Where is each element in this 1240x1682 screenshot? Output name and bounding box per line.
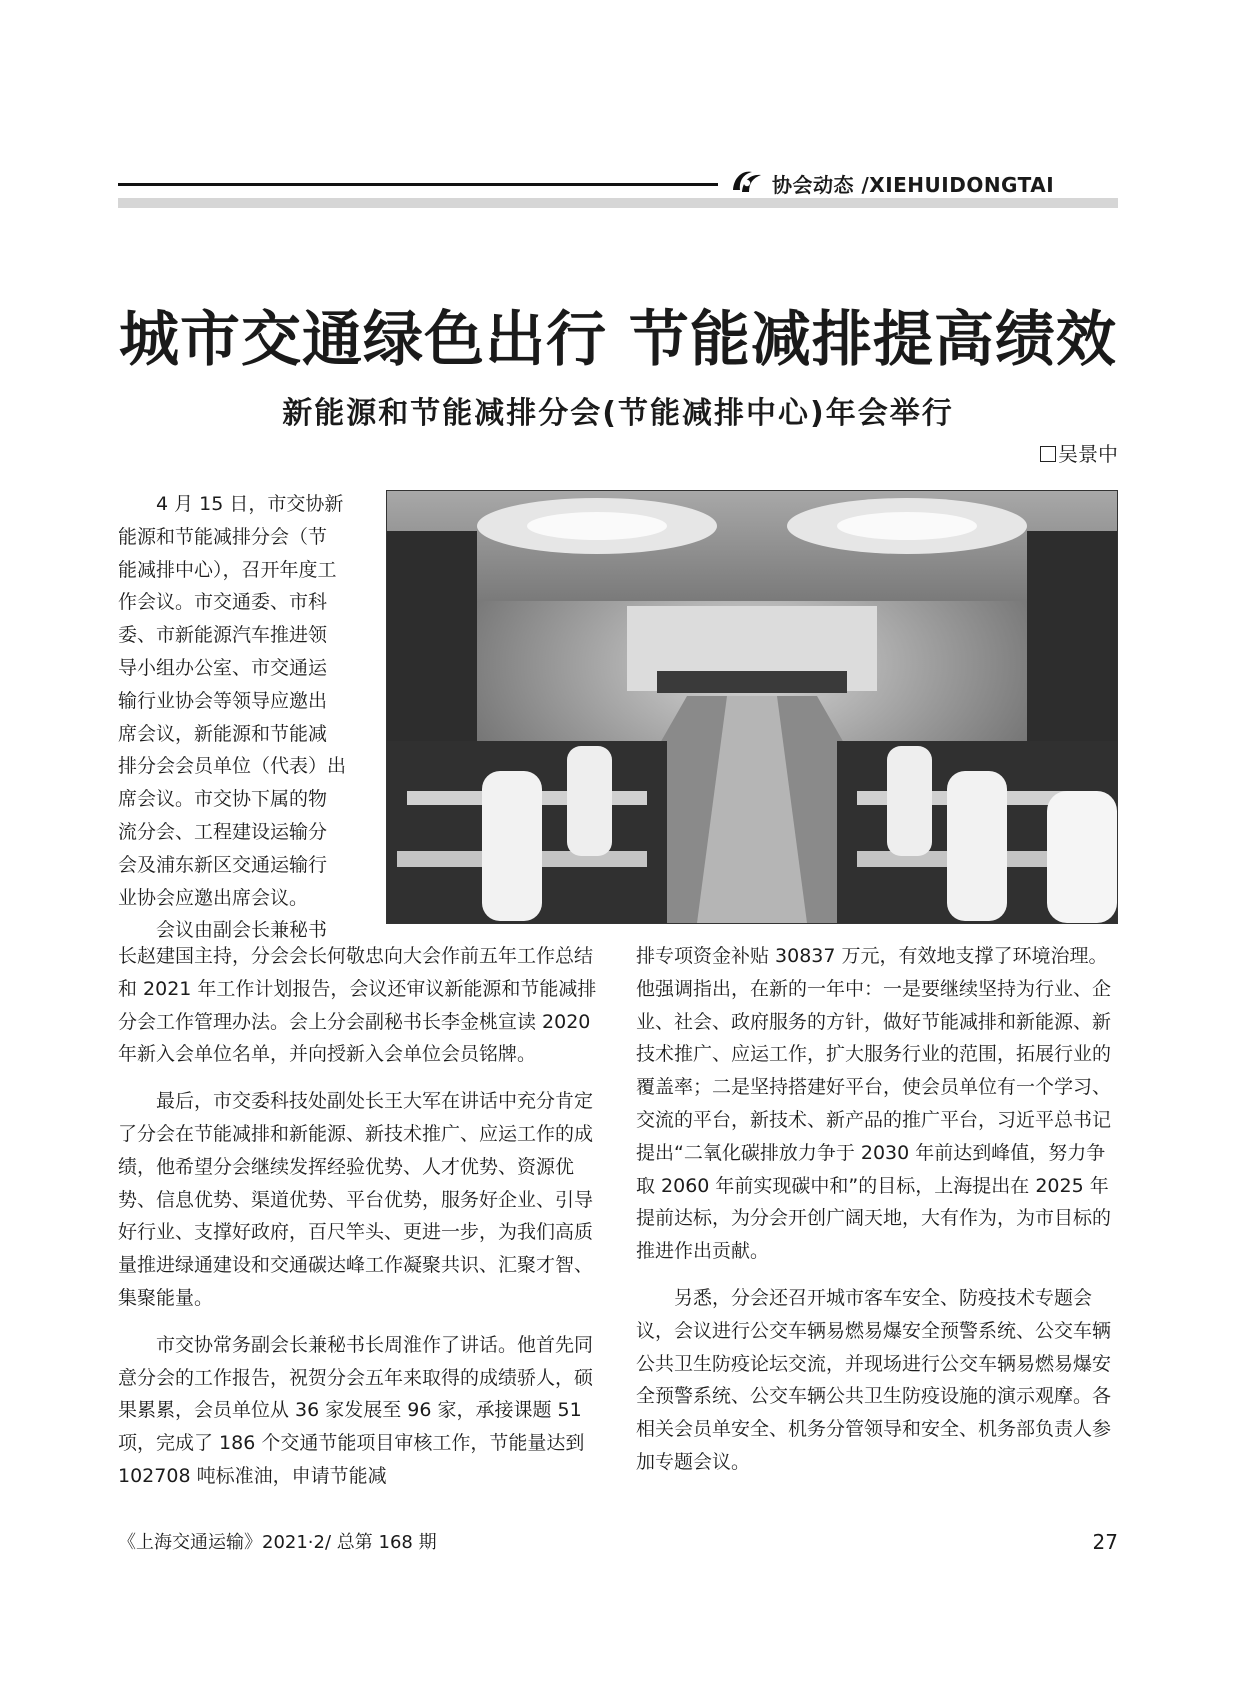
intro-line: 排分会会员单位（代表）出 [118,755,347,778]
body-paragraph: 排专项资金补贴 30837 万元，有效地支撑了环境治理。他强调指出，在新的一年中：一是要继续坚持为行业、企业、社会、政府服务的方针，做好节能减排和新能源、新技术推广、应运工作，扩大服务行业的范围，拓展行业的覆盖率；二是坚持搭建好平台，使会员单位有一个学习、交流的平台，新技术、新产品的推广平台，习近平总书记提出“二氧化碳排放力争于 2030 年前达到峰值，努力争取 2060 年前实现碳中和”的目标，上海提出在 2025 年提前达标，为分会开创广阔天地，大有作为，为市目标的推进作出贡献。 [636,945,1112,1263]
intro-line: 能减排中心），召开年度工 [118,558,337,581]
intro-line: 输行业协会等领导应邀出 [118,689,328,712]
intro-line: 作会议。市交通委、市科 [118,591,328,614]
body-paragraph: 另悉，分会还召开城市客车安全、防疫技术专题会议，会议进行公交车辆易燃易爆安全预警系统、公交车辆公共卫生防疫论坛交流，并现场进行公交车辆易燃易爆安全预警系统、公交车辆公共卫生防疫设施的演示观摩。各相关会员单安全、机务分管领导和安全、机务部负责人参加专题会议。 [636,1286,1112,1473]
body-paragraph: 最后，市交委科技处副处长王大军在讲话中充分肯定了分会在节能减排和新能源、新技术推广、应运工作的成绩，他希望分会继续发挥经验优势、人才优势、资源优势、信息优势、渠道优势、平台优势，服务好企业、引导好行业、支撑好政府，百尺竿头、更进一步，为我们高质量推进绿通建设和交通碳达峰工作凝聚共识、汇聚才智、集聚能量。 [118,1090,594,1309]
author-box-icon [1040,446,1056,462]
intro-line: 4 月 15 日，市交协新 [156,493,344,515]
section-name-cn: 协会动态 [772,173,854,197]
page-number: 27 [1092,1530,1118,1554]
intro-line: 能源和节能减排分会（节 [118,525,328,548]
conference-photo [386,490,1118,924]
magazine-logo-icon [730,168,764,196]
article-author [1040,438,1118,467]
intro-paragraph [118,488,373,914]
intro-line: 会及浦东新区交通运输行 [118,853,328,876]
intro-line: 流分会、工程建设运输分 [118,820,328,843]
article-left-column [118,940,598,1493]
body-paragraph: 长赵建国主持，分会会长何敬忠向大会作前五年工作总结和 2021 年工作计划报告，会议还审议新能源和节能减排分会工作管理办法。会上分会副秘书长李金桃宣读 2020 年新入会单位名单，并向授新入会单位会员铭牌。 [118,945,597,1066]
article-subtitle: 新能源和节能减排分会(节能减排中心)年会举行 [282,396,954,431]
journal-issue: 《上海交通运输》2021·2/ 总第 168 期 [118,1532,437,1553]
intro-line: 席会议。市交协下属的物 [118,788,328,811]
intro-line: 业协会应邀出席会议。 [118,886,309,909]
intro-line: 委、市新能源汽车推进领 [118,624,328,647]
article-title: 城市交通绿色出行 节能减排提高绩效 [119,305,1117,375]
article-right-column [636,940,1116,1479]
conference-hall-image [387,491,1117,923]
body-paragraph: 市交协常务副会长兼秘书长周淮作了讲话。他首先同意分会的工作报告，祝贺分会五年来取得的成绩骄人，硕果累累，会员单位从 36 家发展至 96 家，承接课题 51 项，完成了 186 个交通节能项目审核工作，节能量达到 102708 吨标准油，申请节能减 [118,1333,594,1487]
intro-line: 导小组办公室、市交通运 [118,656,328,679]
intro-line: 席会议，新能源和节能减 [118,722,328,745]
section-header [772,169,1054,198]
header-band [118,198,1118,208]
section-name-en: /XIEHUIDONGTAI [861,173,1055,197]
header-rule [118,183,718,186]
intro-column [118,488,373,947]
author-name: 吴景中 [1058,442,1118,466]
second-paragraph-start: 会议由副会长兼秘书 [156,919,328,942]
